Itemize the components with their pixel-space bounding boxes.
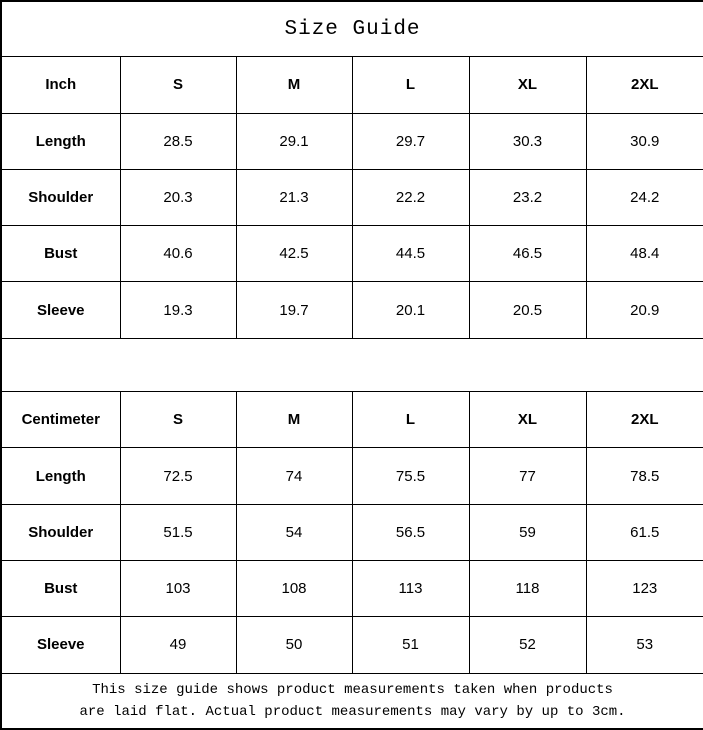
title-row [1, 1, 703, 57]
cm-shoulder-xl: 59 [469, 504, 586, 560]
inch-size-header-2xl: 2XL [586, 57, 703, 113]
inch-sleeve-xl: 20.5 [469, 282, 586, 338]
inch-size-header-s: S [120, 57, 236, 113]
cm-length-l: 75.5 [352, 448, 469, 504]
inch-bust-l: 44.5 [352, 226, 469, 282]
cm-sleeve-m: 50 [236, 617, 352, 673]
inch-bust-2xl: 48.4 [586, 226, 703, 282]
cm-size-header-m: M [236, 392, 352, 448]
inch-size-header-m: M [236, 57, 352, 113]
cm-sleeve-l: 51 [352, 617, 469, 673]
inch-length-s: 28.5 [120, 113, 236, 169]
cm-shoulder-l: 56.5 [352, 504, 469, 560]
cm-shoulder-label: Shoulder [1, 504, 120, 560]
cm-bust-2xl: 123 [586, 560, 703, 616]
cm-sleeve-label: Sleeve [1, 617, 120, 673]
inch-sleeve-label: Sleeve [1, 282, 120, 338]
inch-sleeve-row [1, 282, 703, 338]
cm-sleeve-xl: 52 [469, 617, 586, 673]
cm-shoulder-2xl: 61.5 [586, 504, 703, 560]
cm-sleeve-s: 49 [120, 617, 236, 673]
footer-note-line-1: This size guide shows product measurements taken when products [92, 681, 613, 698]
page-title: Size Guide [1, 1, 703, 57]
inch-sleeve-s: 19.3 [120, 282, 236, 338]
inch-bust-label: Bust [1, 226, 120, 282]
cm-bust-m: 108 [236, 560, 352, 616]
cm-length-label: Length [1, 448, 120, 504]
cm-length-2xl: 78.5 [586, 448, 703, 504]
table-spacer-row [1, 338, 703, 391]
inch-length-m: 29.1 [236, 113, 352, 169]
inch-shoulder-s: 20.3 [120, 169, 236, 225]
cm-unit-header: Centimeter [1, 392, 120, 448]
inch-header-row [1, 57, 703, 113]
inch-shoulder-m: 21.3 [236, 169, 352, 225]
cm-header-row [1, 392, 703, 448]
inch-shoulder-l: 22.2 [352, 169, 469, 225]
inch-sleeve-m: 19.7 [236, 282, 352, 338]
cm-bust-label: Bust [1, 560, 120, 616]
inch-unit-header: Inch [1, 57, 120, 113]
cm-size-header-l: L [352, 392, 469, 448]
footer-note-line-2: are laid flat. Actual product measurements may vary by up to 3cm. [79, 703, 626, 720]
inch-shoulder-row [1, 169, 703, 225]
cm-sleeve-2xl: 53 [586, 617, 703, 673]
inch-length-xl: 30.3 [469, 113, 586, 169]
table-spacer [1, 338, 703, 391]
inch-shoulder-2xl: 24.2 [586, 169, 703, 225]
inch-shoulder-xl: 23.2 [469, 169, 586, 225]
cm-length-xl: 77 [469, 448, 586, 504]
inch-bust-s: 40.6 [120, 226, 236, 282]
cm-bust-l: 113 [352, 560, 469, 616]
cm-length-row [1, 448, 703, 504]
inch-length-label: Length [1, 113, 120, 169]
inch-size-header-xl: XL [469, 57, 586, 113]
cm-bust-row [1, 560, 703, 616]
cm-shoulder-m: 54 [236, 504, 352, 560]
footer-note [1, 673, 703, 729]
inch-size-header-l: L [352, 57, 469, 113]
inch-length-2xl: 30.9 [586, 113, 703, 169]
inch-shoulder-label: Shoulder [1, 169, 120, 225]
inch-length-row [1, 113, 703, 169]
cm-size-header-s: S [120, 392, 236, 448]
cm-size-header-xl: XL [469, 392, 586, 448]
inch-bust-xl: 46.5 [469, 226, 586, 282]
inch-bust-m: 42.5 [236, 226, 352, 282]
inch-length-l: 29.7 [352, 113, 469, 169]
inch-sleeve-2xl: 20.9 [586, 282, 703, 338]
cm-bust-xl: 118 [469, 560, 586, 616]
cm-shoulder-s: 51.5 [120, 504, 236, 560]
cm-length-m: 74 [236, 448, 352, 504]
cm-sleeve-row [1, 617, 703, 673]
cm-length-s: 72.5 [120, 448, 236, 504]
cm-shoulder-row [1, 504, 703, 560]
cm-size-header-2xl: 2XL [586, 392, 703, 448]
cm-bust-s: 103 [120, 560, 236, 616]
inch-sleeve-l: 20.1 [352, 282, 469, 338]
footer-row [1, 673, 703, 729]
inch-bust-row [1, 226, 703, 282]
